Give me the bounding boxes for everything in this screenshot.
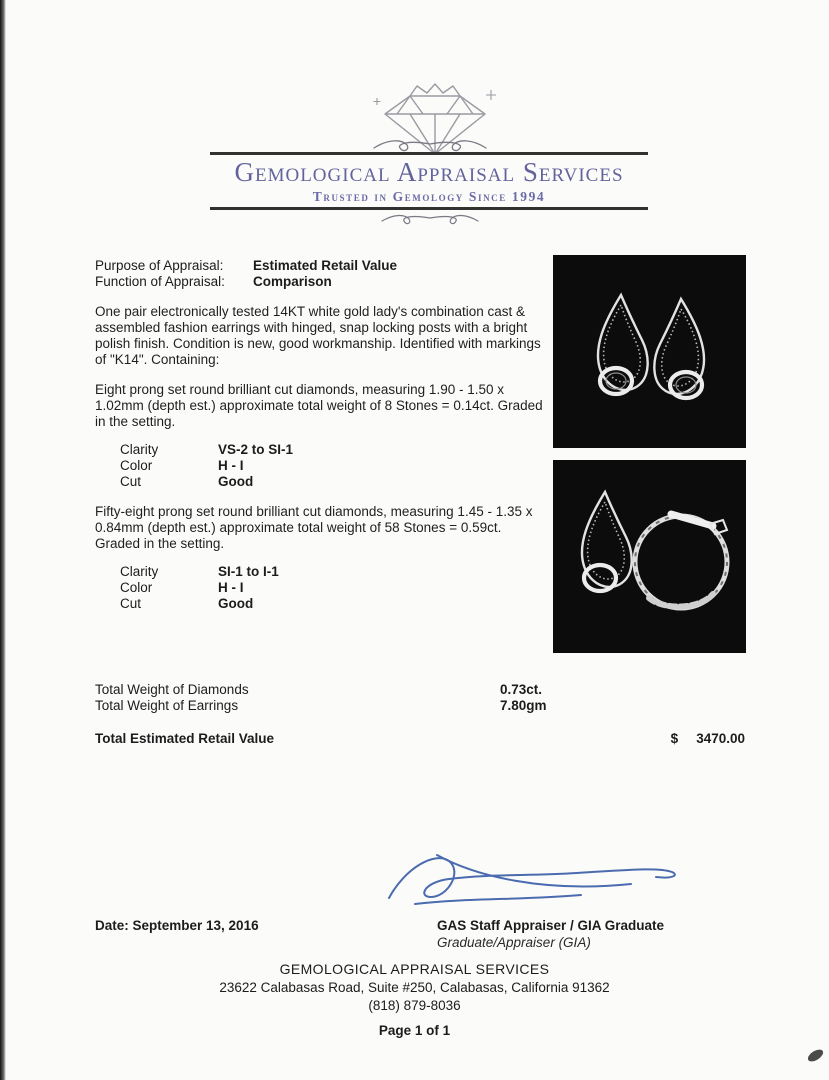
scan-corner-mark: [806, 1047, 825, 1064]
grade-value: H - I: [218, 458, 244, 473]
total-label: Total Weight of Diamonds: [95, 682, 249, 697]
grade-label: Cut: [120, 596, 142, 611]
grade-label: Clarity: [120, 442, 159, 457]
page-number: Page 1 of 1: [378, 1023, 451, 1038]
grade-row: [120, 596, 547, 612]
total-value: 7.80gm: [500, 698, 547, 713]
grade-value: VS-2 to SI-1: [218, 442, 294, 457]
stone-grade-table: [120, 564, 547, 612]
stone-grade-table: [120, 442, 547, 490]
retail-value-label: Total Estimated Retail Value: [95, 731, 275, 746]
grade-label: Clarity: [120, 564, 159, 579]
purpose-row: [95, 258, 547, 274]
flourish-ornament-icon: [378, 211, 482, 229]
purpose-value: Estimated Retail Value: [253, 258, 398, 273]
grade-row: [120, 442, 547, 458]
function-value: Comparison: [253, 274, 332, 289]
letterhead-rule-bottom: [210, 207, 648, 210]
currency-symbol: $: [670, 731, 679, 746]
grade-row: [120, 458, 547, 474]
total-row: [95, 698, 745, 714]
retail-value-row: [95, 731, 745, 747]
grade-value: SI-1 to I-1: [218, 564, 279, 579]
document-footer: [0, 961, 829, 1039]
grade-row: [120, 564, 547, 580]
scan-edge: [0, 0, 6, 1080]
total-label: Total Weight of Earrings: [95, 698, 239, 713]
appraiser-signature: [375, 846, 685, 920]
appraisal-date: Date: September 13, 2016: [95, 918, 259, 933]
stone-group-description: Eight prong set round brilliant cut diamonds, measuring 1.90 - 1.50 x 1.02mm (depth est.) approximate total weight of 8 Stones = 0.14ct. Graded in the setting.: [95, 382, 543, 429]
purpose-label: Purpose of Appraisal:: [95, 258, 224, 273]
earrings-side-illustration: [553, 460, 746, 653]
grade-label: Cut: [120, 474, 142, 489]
organization-name: Gemological Appraisal Services: [234, 157, 624, 187]
total-row: [95, 682, 745, 698]
function-label: Function of Appraisal:: [95, 274, 225, 289]
appraiser-title: GAS Staff Appraiser / GIA Graduate: [437, 918, 665, 933]
grade-row: [120, 474, 547, 490]
totals-section: [95, 682, 745, 747]
grade-label: Color: [120, 458, 153, 473]
appraisal-body: [95, 258, 547, 612]
grade-value: H - I: [218, 580, 244, 595]
grade-row: [120, 580, 547, 596]
organization-tagline: Trusted in Gemology Since 1994: [312, 189, 546, 204]
footer-address: 23622 Calabasas Road, Suite #250, Calabasas, California 91362: [219, 980, 610, 995]
earrings-photo-front: [553, 255, 746, 448]
retail-value-amount: 3470.00: [696, 731, 745, 746]
item-description: One pair electronically tested 14KT white gold lady's combination cast & assembled fashion earrings with hinged, snap locking posts with a bright polish finish. Condition is new, good workmanship. Identified with markings of "K14". Containing:: [95, 304, 541, 367]
earrings-front-illustration: [553, 255, 746, 448]
total-value: 0.73ct.: [500, 682, 543, 697]
footer-organization-name: GEMOLOGICAL APPRAISAL SERVICES: [279, 961, 550, 977]
earrings-photo-side: [553, 460, 746, 653]
grade-value: Good: [218, 474, 254, 489]
grade-label: Color: [120, 580, 153, 595]
stone-group-description: Fifty-eight prong set round brilliant cut diamonds, measuring 1.45 - 1.35 x 0.84mm (depth est.) approximate total weight of 58 Stones = 0.59ct. Graded in the setting.: [95, 504, 533, 551]
appraiser-subtitle: Graduate/Appraiser (GIA): [437, 935, 591, 950]
function-row: [95, 274, 547, 290]
footer-phone: (818) 879-8036: [368, 998, 461, 1013]
letterhead-rule-top: [210, 152, 648, 155]
grade-value: Good: [218, 596, 254, 611]
